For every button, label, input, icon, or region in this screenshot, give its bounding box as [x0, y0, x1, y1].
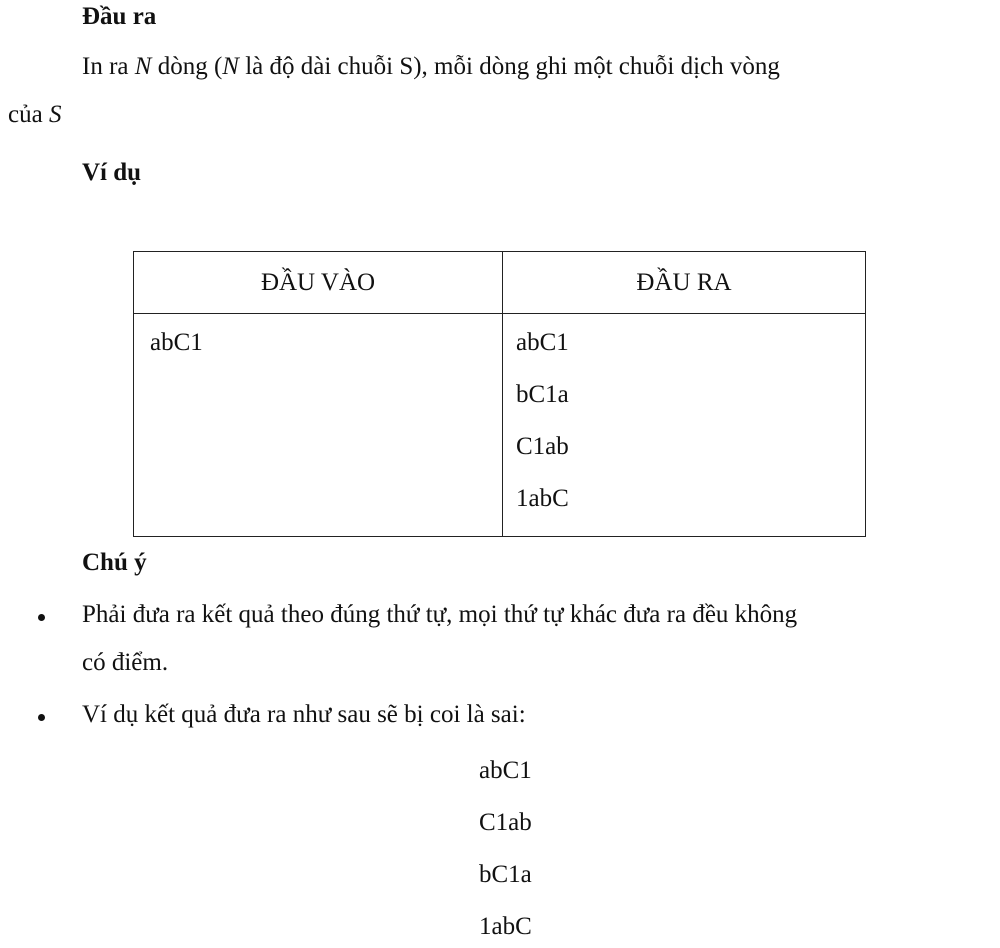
- table-row: [134, 314, 866, 537]
- wrong-example-line: 1abC: [479, 913, 532, 940]
- output-line: 1abC: [516, 485, 569, 512]
- text-fragment: là độ dài chuỗi S), mỗi dòng ghi một chuỗi dịch vòng: [238, 53, 780, 80]
- text-fragment: của: [8, 101, 49, 128]
- input-value: abC1: [150, 329, 203, 356]
- variable-s: S: [48, 101, 62, 128]
- note-bullet-1-line2: có điểm.: [82, 649, 169, 676]
- example-table: [133, 251, 866, 537]
- section-heading-note: Chú ý: [82, 549, 147, 576]
- bullet-icon: [38, 614, 45, 621]
- text-fragment: dòng (: [151, 53, 223, 80]
- note-bullet-1-line1: Phải đưa ra kết quả theo đúng thứ tự, mọi thứ tự khác đưa ra đều không: [82, 601, 798, 628]
- input-cell: [134, 314, 503, 537]
- variable-n: N: [134, 53, 152, 80]
- text-fragment: In ra: [82, 53, 135, 80]
- section-heading-example: Ví dụ: [82, 159, 142, 186]
- wrong-example-line: bC1a: [479, 861, 532, 888]
- output-line: abC1: [516, 329, 569, 356]
- output-description-line1: [82, 52, 780, 82]
- section-heading-output: Đầu ra: [82, 3, 157, 30]
- wrong-example-line: C1ab: [479, 809, 532, 836]
- header-output: ĐẦU RA: [503, 252, 866, 314]
- note-bullet-2: Ví dụ kết quả đưa ra như sau sẽ bị coi là sai:: [82, 701, 526, 728]
- header-input: ĐẦU VÀO: [134, 252, 503, 314]
- variable-n: N: [222, 53, 239, 80]
- output-description-line2: [8, 100, 61, 130]
- wrong-example-line: abC1: [479, 757, 532, 784]
- output-line: C1ab: [516, 433, 569, 460]
- output-line: bC1a: [516, 381, 569, 408]
- table-header-row: [134, 252, 866, 314]
- output-cell: [503, 314, 866, 537]
- bullet-icon: [38, 714, 45, 721]
